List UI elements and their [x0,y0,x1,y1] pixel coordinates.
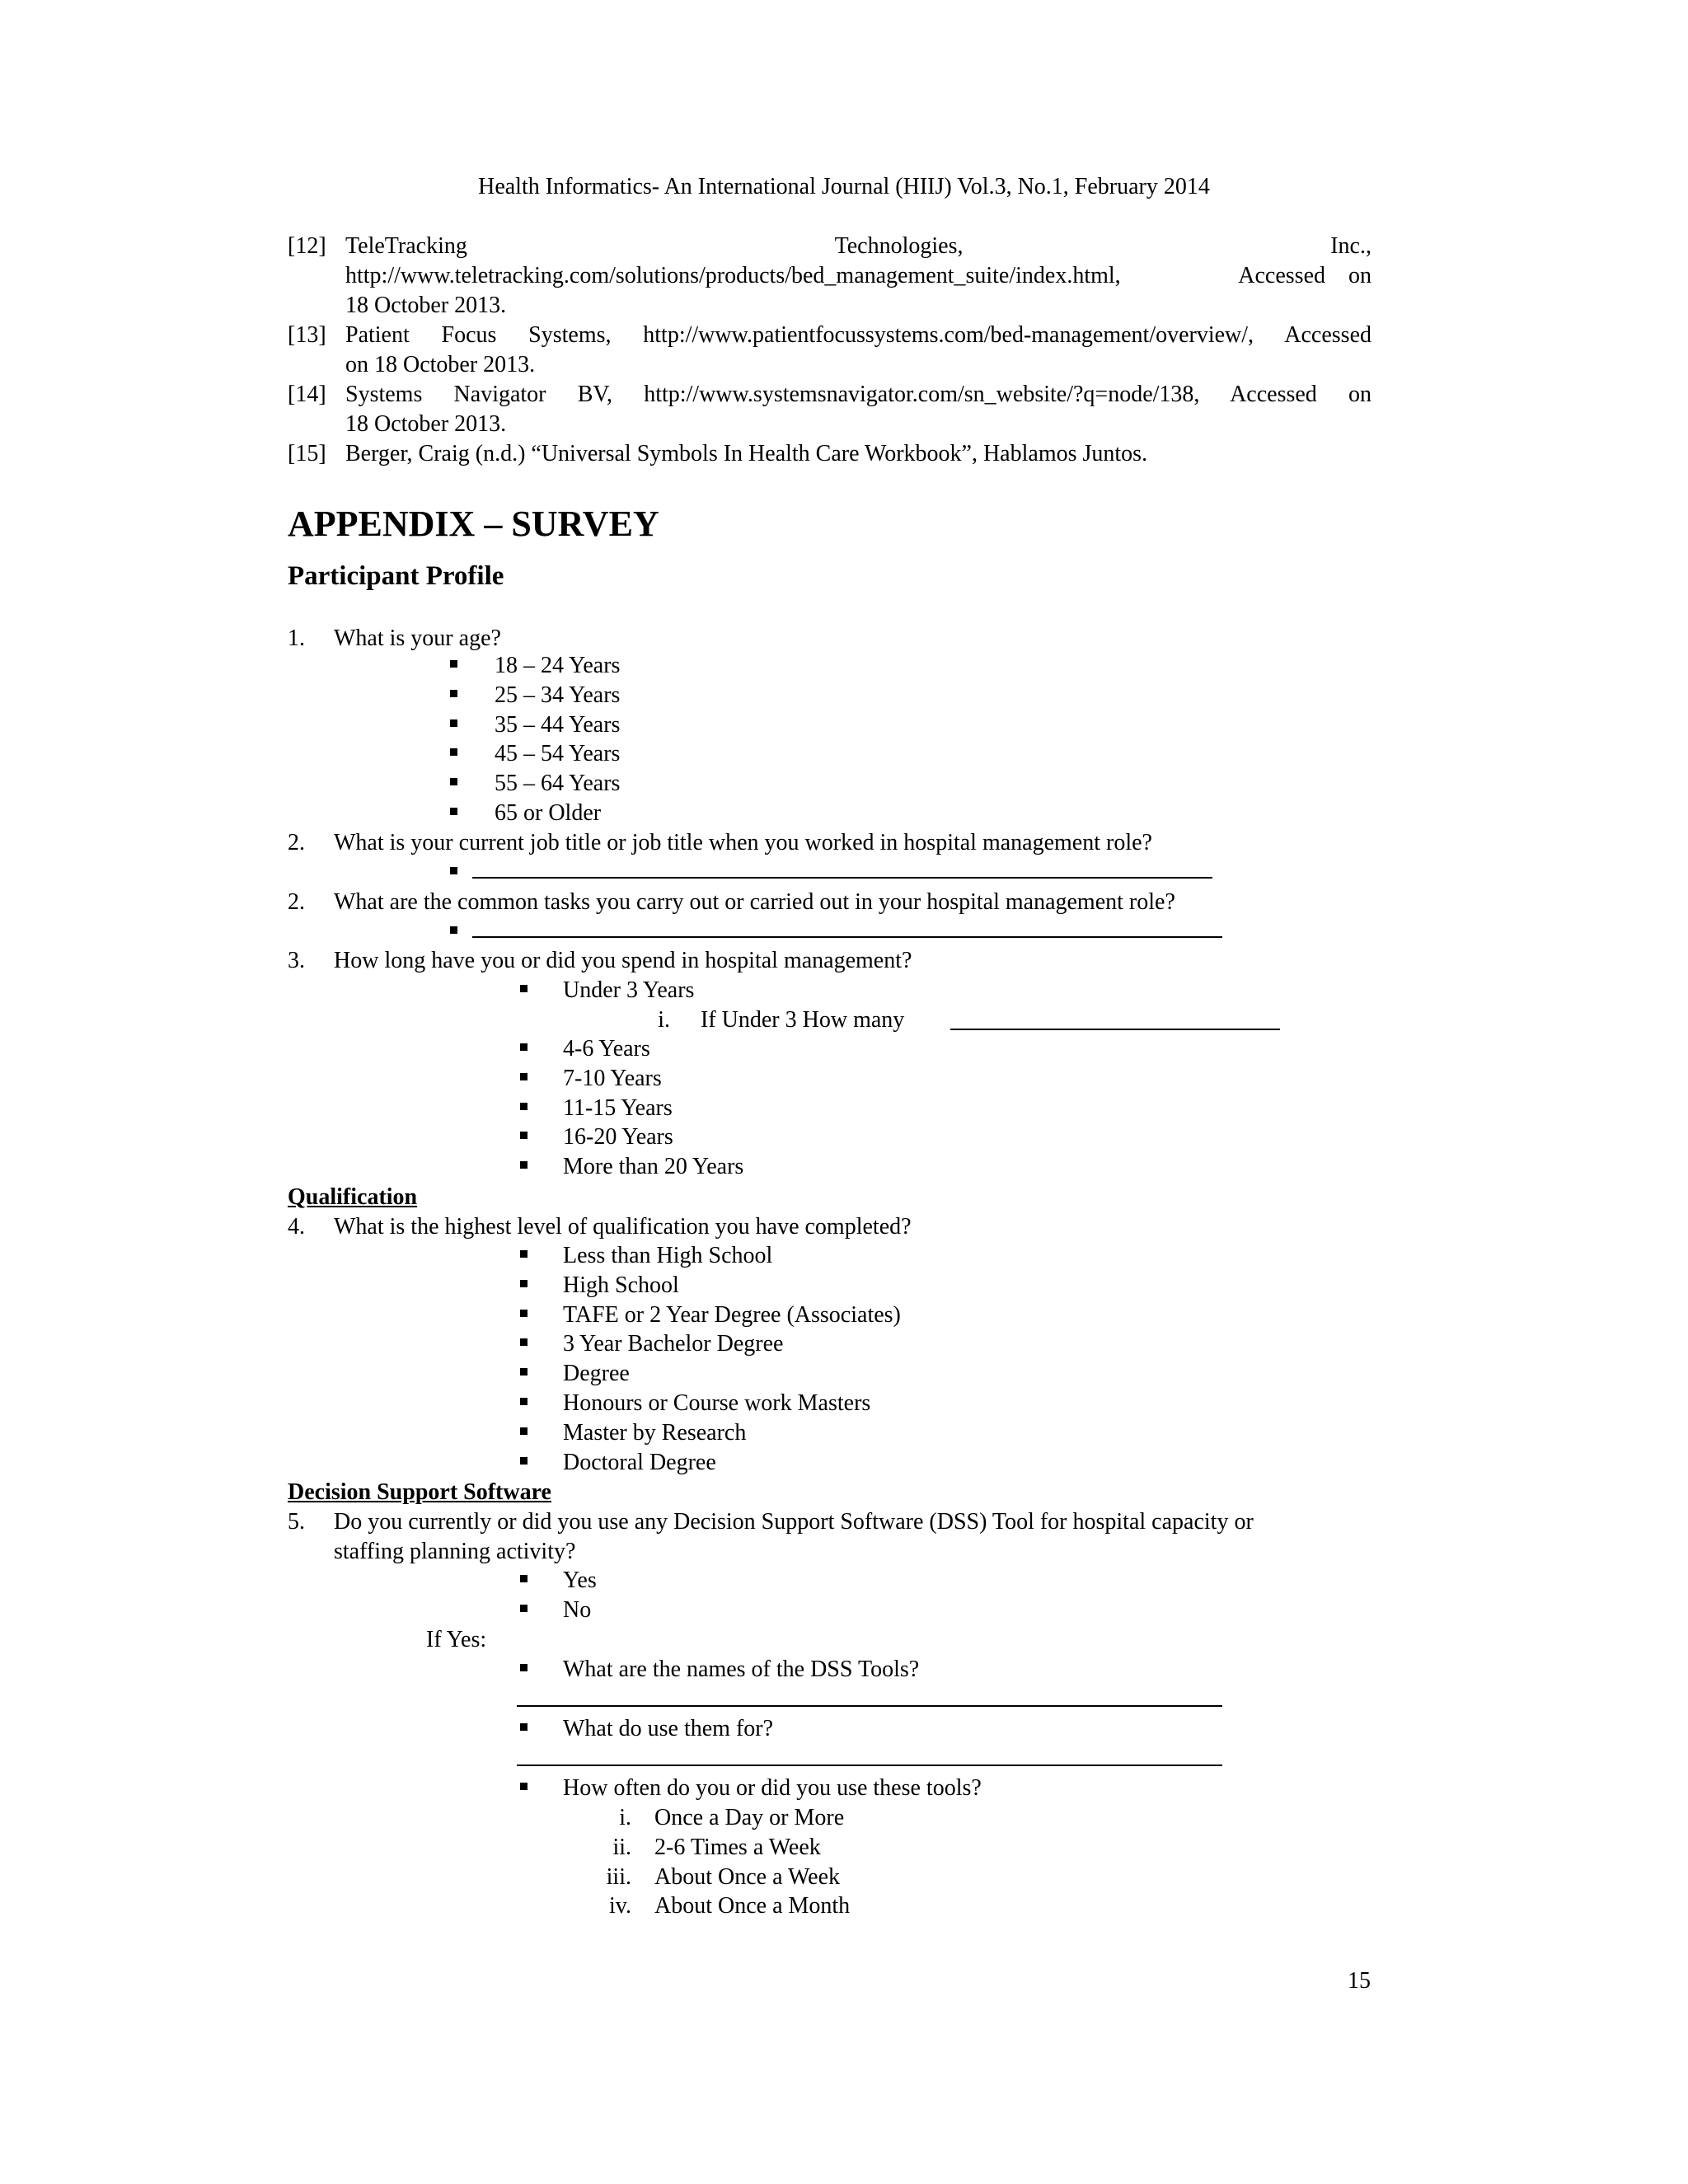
reference-number: [12] [288,233,326,259]
option-label[interactable]: 25 – 34 Years [495,682,621,708]
question-number: 2. [288,830,305,855]
option-label[interactable]: 35 – 44 Years [495,711,621,738]
sub-option-label: If Under 3 How many [701,1007,905,1033]
answer-line[interactable] [472,877,1212,879]
appendix-title: APPENDIX – SURVEY [288,504,659,544]
bullet-icon [520,1073,528,1080]
question-text: staffing planning activity? [334,1539,576,1564]
question-text: Do you currently or did you use any Decision Support Software (DSS) Tool for hospital capacity or [334,1509,1254,1535]
page-number: 15 [1348,1968,1371,1994]
option-label[interactable]: High School [563,1272,679,1298]
bullet-icon [520,1398,528,1405]
option-label[interactable]: 7-10 Years [563,1065,662,1091]
bullet-icon [450,926,457,934]
sub-option-number: i. [619,1805,631,1830]
bullet-icon [520,1427,528,1435]
reference-text: Berger, Craig (n.d.) “Universal Symbols In Health Care Workbook”, Hablamos Juntos. [345,441,1148,466]
question-text: How long have you or did you spend in hospital management? [334,948,912,973]
bullet-icon [520,985,528,992]
reference-text: on [1348,263,1372,288]
sub-option-number: ii. [612,1834,631,1860]
bullet-icon [450,867,457,874]
question-text: What is your current job title or job title when you worked in hospital management role? [334,830,1152,855]
bullet-icon [450,690,457,697]
option-label[interactable]: Less than High School [563,1243,773,1268]
bullet-icon [520,1575,528,1582]
reference-number: [13] [288,322,326,348]
frequency-option[interactable]: About Once a Month [654,1893,851,1919]
if-yes-label: If Yes: [426,1627,487,1652]
sub-option-number: iii. [606,1863,631,1890]
sub-option-number: i. [658,1007,670,1033]
reference-text: Technologies, [834,233,964,259]
reference-14 [288,380,1372,439]
reference-text: Patient Focus Systems, http://www.patientfocussystems.com/bed-management/overview/, Accessed [345,322,1372,348]
reference-15 [288,439,1372,469]
bullet-icon [520,1043,528,1051]
reference-text: 18 October 2013. [345,293,507,318]
bullet-icon [520,1250,528,1258]
bullet-icon [520,1783,528,1790]
bullet-icon [520,1368,528,1376]
option-label[interactable]: 3 Year Bachelor Degree [563,1331,784,1357]
reference-text: 18 October 2013. [345,411,507,437]
bullet-icon [520,1280,528,1287]
option-label[interactable]: 16-20 Years [563,1124,673,1151]
reference-text: Inc., [1330,233,1372,259]
bullet-icon [520,1605,528,1612]
option-label[interactable]: TAFE or 2 Year Degree (Associates) [563,1301,901,1328]
section-title-participant-profile: Participant Profile [288,561,504,591]
bullet-icon [450,660,457,668]
frequency-option[interactable]: About Once a Week [654,1863,841,1890]
option-label[interactable]: 4-6 Years [563,1036,650,1062]
reference-text: Accessed [1238,263,1325,288]
option-label[interactable]: 65 or Older [495,800,602,826]
option-label[interactable]: Yes [563,1568,597,1593]
option-label[interactable]: 11-15 Years [563,1094,673,1121]
bullet-icon [450,778,457,785]
answer-line[interactable] [517,1705,1222,1707]
option-label[interactable]: Honours or Course work Masters [563,1390,871,1416]
option-label[interactable]: 45 – 54 Years [495,741,621,767]
bullet-icon [520,1457,528,1465]
bullet-icon [520,1310,528,1317]
section-title-qualification: Qualification [288,1184,418,1210]
bullet-icon [450,808,457,815]
question-number: 1. [288,626,305,651]
option-label[interactable]: Degree [563,1361,630,1387]
bullet-icon [520,1723,528,1731]
option-label[interactable]: Doctoral Degree [563,1449,716,1475]
answer-line[interactable] [950,1029,1280,1030]
bullet-icon [520,1664,528,1671]
question-text: What are the common tasks you carry out or carried out in your hospital management role? [334,889,1175,915]
option-label[interactable]: 18 – 24 Years [495,653,621,678]
question-text: What is the highest level of qualification you have completed? [334,1214,912,1240]
option-label[interactable]: Master by Research [563,1419,747,1446]
reference-number: [15] [288,441,326,466]
followup-question: How often do you or did you use these tools? [563,1775,982,1801]
reference-text: Systems Navigator BV, http://www.systemsnavigator.com/sn_website/?q=node/138, Accessed on [345,382,1372,407]
bullet-icon [520,1338,528,1346]
bullet-icon [520,1161,528,1169]
bullet-icon [450,748,457,756]
running-header: Health Informatics- An International Journal (HIIJ) Vol.3, No.1, February 2014 [478,174,1210,199]
option-label[interactable]: Under 3 Years [563,977,695,1003]
reference-12 [288,232,1372,321]
reference-number: [14] [288,382,326,407]
answer-line[interactable] [472,936,1222,938]
bullet-icon [450,719,457,727]
sub-option-number: iv. [609,1893,631,1919]
answer-line[interactable] [517,1765,1222,1766]
followup-question: What are the names of the DSS Tools? [563,1657,920,1682]
question-number: 2. [288,889,305,915]
reference-13 [288,321,1372,380]
frequency-option[interactable]: Once a Day or More [654,1805,845,1830]
section-title-decision-support-software: Decision Support Software [288,1479,551,1505]
question-number: 3. [288,948,305,973]
reference-text: on 18 October 2013. [345,352,536,377]
followup-question: What do use them for? [563,1716,774,1741]
option-label[interactable]: No [563,1596,592,1623]
option-label[interactable]: 55 – 64 Years [495,771,621,797]
question-text: What is your age? [334,626,501,651]
question-number: 4. [288,1214,305,1240]
question-number: 5. [288,1509,305,1535]
option-label[interactable]: More than 20 Years [563,1154,744,1180]
frequency-option[interactable]: 2-6 Times a Week [654,1834,821,1860]
bullet-icon [520,1103,528,1110]
reference-text: TeleTracking [345,233,467,259]
reference-link[interactable]: http://www.teletracking.com/solutions/products/bed_management_suite/index.html, [345,263,1121,288]
bullet-icon [520,1132,528,1139]
